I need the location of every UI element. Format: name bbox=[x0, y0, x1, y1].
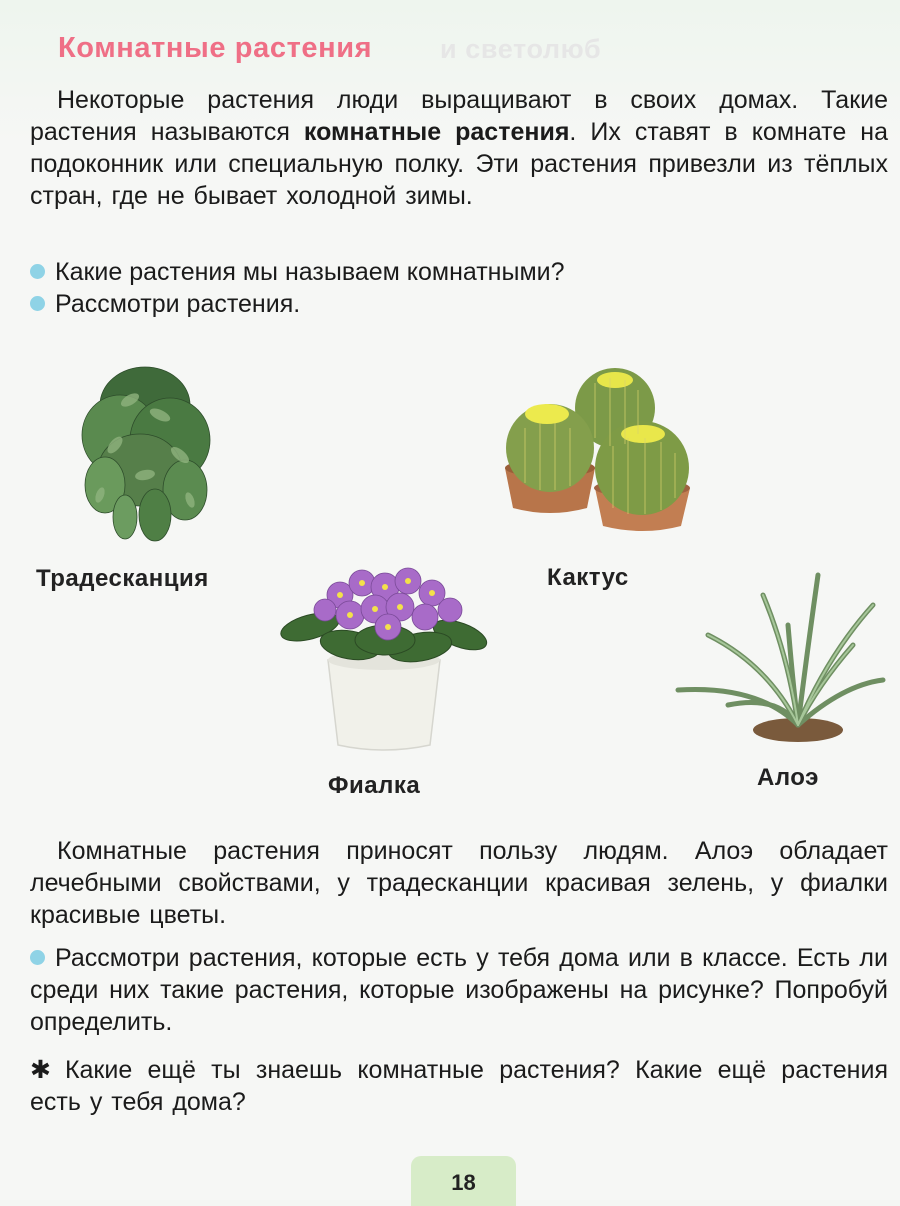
aloe-picture bbox=[668, 565, 890, 745]
benefits-text: Комнатные растения приносят пользу людям. Алоэ обладает лечебными свойствами, у традесканции красивая зелень, у фиалки красивые цветы. bbox=[30, 837, 888, 929]
intro-text-end: . Их ставят в комнате на подоконник или специальную полку. Эти растения привезли из тёплых стран, где не бывает холодной зимы. bbox=[30, 118, 888, 210]
plant-label-cactus: Кактус bbox=[547, 564, 629, 591]
cactus-picture bbox=[495, 368, 700, 538]
plant-label-aloe: Алоэ bbox=[757, 764, 819, 791]
task-text: Рассмотри растения, которые есть у тебя дома или в классе. Есть ли среди них такие растения, которые изображены на рисунке? Попробуй определить. bbox=[30, 944, 888, 1036]
bullet-dot-icon bbox=[30, 296, 45, 311]
bleed-through-text: и светолюб bbox=[440, 34, 602, 64]
benefits-paragraph bbox=[30, 835, 888, 931]
tradescantia-picture bbox=[60, 345, 230, 550]
question-1 bbox=[30, 256, 565, 288]
task-paragraph bbox=[30, 942, 888, 1038]
question-2-text: Рассмотри растения. bbox=[55, 290, 301, 318]
extra-question bbox=[30, 1054, 888, 1118]
intro-text-start: Некоторые растения люди выращивают в своих домах. Такие растения называются bbox=[30, 86, 888, 146]
intro-paragraph bbox=[30, 84, 888, 212]
intro-term: комнатные растения bbox=[303, 118, 570, 146]
plant-label-violet: Фиалка bbox=[328, 772, 421, 799]
question-2 bbox=[30, 288, 300, 320]
question-1-text: Какие растения мы называем комнатными? bbox=[55, 258, 565, 286]
page-title: Комнатные растения bbox=[58, 32, 373, 64]
bullet-dot-icon bbox=[30, 950, 45, 965]
violet-picture bbox=[280, 565, 490, 755]
bullet-dot-icon bbox=[30, 264, 45, 279]
asterisk-icon: ✱ bbox=[30, 1056, 51, 1084]
extra-question-text: Какие ещё ты знаешь комнатные растения? Какие ещё растения есть у тебя дома? bbox=[30, 1056, 888, 1116]
page-number: 18 bbox=[451, 1170, 476, 1195]
plant-label-tradescantia: Традесканция bbox=[36, 565, 209, 592]
